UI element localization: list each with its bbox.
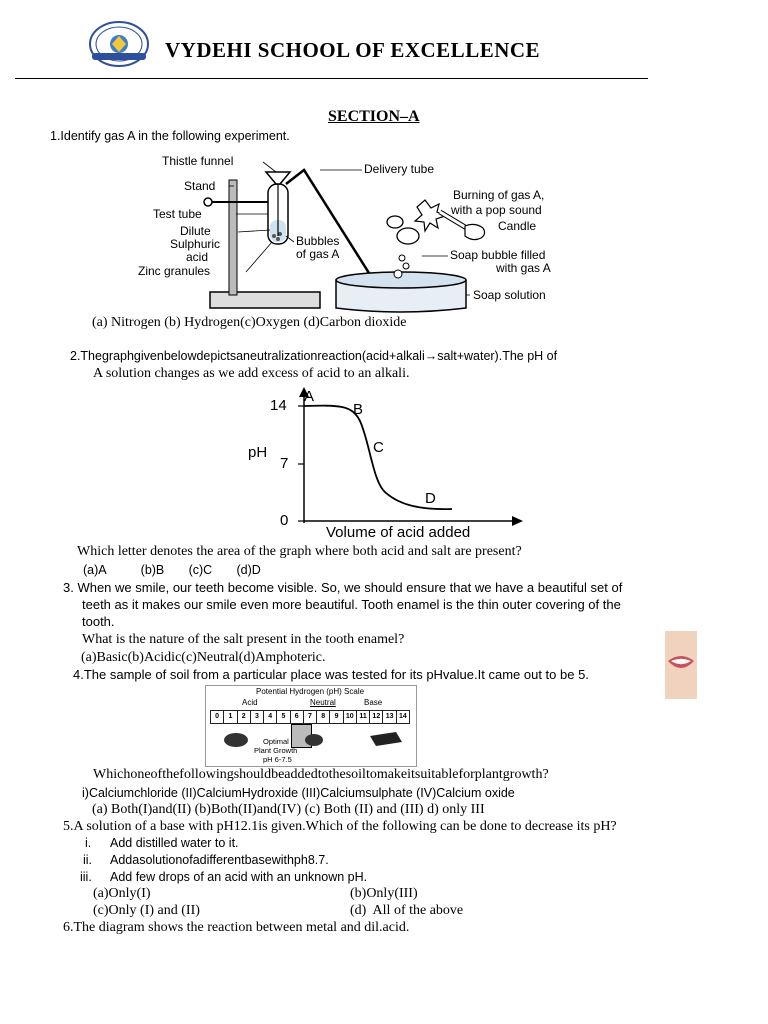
school-name: VYDEHI SCHOOL OF EXCELLENCE (165, 38, 541, 62)
ph-cell-1: 1 (224, 711, 236, 723)
question-4-question: Whichoneofthefollowingshouldbeaddedtothesoiltomakeitsuitableforplantgrowth? (93, 767, 549, 782)
question-6-text: 6.The diagram shows the reaction between metal and dil.acid. (63, 920, 410, 935)
label-soap-bubble-1: Soap bubble filled (450, 248, 546, 262)
label-soap-solution: Soap solution (473, 288, 546, 302)
ph-cell-5: 5 (277, 711, 289, 723)
ph-cell-10: 10 (344, 711, 356, 723)
optimal-label-1: Optimal (263, 737, 289, 746)
question-5-item-1-num: i. (85, 836, 92, 850)
ph-scale-base: Base (364, 698, 383, 707)
header-divider (15, 78, 648, 79)
label-burning-2: with a pop sound (451, 203, 542, 217)
label-of-gas-a: of gas A (296, 247, 340, 261)
question-5-option-b: (b)Only(III) (350, 886, 418, 901)
question-5-item-2-text: Addasolutionofadifferentbasewithph8.7. (110, 853, 329, 867)
ph-scale-diagram (205, 685, 417, 767)
ph-scale-bar (210, 710, 410, 724)
question-4-choices: i)Calciumchloride (II)CalciumHydroxide (III)Calciumsulphate (IV)Calcium oxide (82, 786, 515, 800)
label-burning-1: Burning of gas A, (453, 188, 545, 202)
graph-tick-0: 0 (280, 512, 289, 529)
soil-illustration (220, 728, 410, 750)
section-title: SECTION–A (328, 108, 420, 125)
question-4-options: (a) Both(I)and(II) (b)Both(II)and(IV) (c) Both (II) and (III) d) only III (92, 802, 485, 817)
ph-scale-title: Potential Hydrogen (pH) Scale (256, 687, 365, 696)
question-3-question: What is the nature of the salt present in the tooth enamel? (82, 632, 405, 647)
label-stand: Stand (184, 179, 216, 193)
ph-cell-7: 7 (304, 711, 316, 723)
ph-cell-14: 14 (397, 711, 409, 723)
label-candle: Candle (498, 219, 537, 233)
ph-cell-9: 9 (330, 711, 342, 723)
question-4-text: 4.The sample of soil from a particular place was tested for its pHvalue.It came out to be 5. (73, 667, 589, 682)
label-sulphuric: Sulphuric (170, 237, 221, 251)
question-2-options: (a)A (b)B (c)C (d)D (83, 563, 261, 577)
graph-point-d: D (425, 490, 436, 507)
graph-point-a: A (304, 388, 315, 405)
question-1-text: 1.Identify gas A in the following experiment. (50, 129, 290, 143)
label-thistle-funnel: Thistle funnel (162, 154, 234, 168)
question-3-line-3: tooth. (82, 614, 115, 629)
smiling-mouth-image (665, 631, 697, 699)
graph-tick-7: 7 (280, 455, 289, 472)
ph-cell-12: 12 (370, 711, 382, 723)
question-2-line-2: A solution changes as we add excess of acid to an alkali. (93, 366, 410, 381)
label-dilute: Dilute (180, 224, 211, 238)
question-5-option-d: (d) All of the above (350, 903, 464, 918)
ph-neutralization-graph (240, 385, 530, 543)
question-5-text: 5.A solution of a base with pH12.1is given.Which of the following can be done to decrease its pH? (63, 819, 617, 834)
graph-ylabel: pH (248, 444, 268, 461)
label-delivery-tube: Delivery tube (364, 162, 435, 176)
label-soap-bubble-2: with gas A (496, 261, 551, 275)
ph-cell-0: 0 (211, 711, 223, 723)
label-zinc-granules: Zinc granules (138, 264, 211, 278)
question-3-line-2: teeth as it makes our smile even more beautiful. Tooth enamel is the thin outer covering of the (82, 597, 621, 612)
optimal-label-2: Plant Growth (254, 746, 298, 755)
question-3-options: (a)Basic(b)Acidic(c)Neutral(d)Amphoteric. (81, 650, 326, 665)
ph-cell-3: 3 (251, 711, 263, 723)
ph-scale-neutral: Neutral (310, 698, 336, 707)
question-5-item-3-num: iii. (80, 870, 92, 884)
question-2-line-1: 2.Thegraphgivenbelowdepictsaneutralizationreaction(acid+alkali→salt+water).The pH of (70, 349, 558, 363)
question-5-item-2-num: ii. (83, 853, 93, 867)
ph-cell-13: 13 (383, 711, 395, 723)
label-acid: acid (186, 250, 209, 264)
ph-cell-4: 4 (264, 711, 276, 723)
school-logo (88, 20, 150, 68)
ph-cell-6: 6 (291, 711, 303, 723)
question-2-question: Which letter denotes the area of the graph where both acid and salt are present? (77, 544, 522, 559)
label-test-tube: Test tube (153, 207, 202, 221)
question-5-option-c: (c)Only (I) and (II) (93, 903, 200, 918)
ph-cell-2: 2 (238, 711, 250, 723)
graph-point-b: B (353, 401, 364, 418)
graph-xlabel: Volume of acid added (326, 524, 471, 541)
graph-point-c: C (373, 439, 384, 456)
ph-cell-8: 8 (317, 711, 329, 723)
ph-cell-11: 11 (357, 711, 369, 723)
label-bubbles: Bubbles (296, 234, 340, 248)
question-5-item-1-text: Add distilled water to it. (110, 836, 239, 850)
question-5-item-3-text: Add few drops of an acid with an unknown pH. (110, 870, 368, 884)
hydrogen-experiment-diagram (140, 150, 580, 315)
question-5-option-a: (a)Only(I) (93, 886, 151, 901)
graph-tick-14: 14 (270, 397, 287, 414)
question-1-options: (a) Nitrogen (b) Hydrogen(c)Oxygen (d)Carbon dioxide (92, 315, 407, 330)
ph-scale-acid: Acid (242, 698, 258, 707)
optimal-label-3: pH 6-7.5 (263, 755, 292, 764)
question-3-line-1: 3. When we smile, our teeth become visible. So, we should ensure that we have a beautiful set of (63, 580, 623, 595)
